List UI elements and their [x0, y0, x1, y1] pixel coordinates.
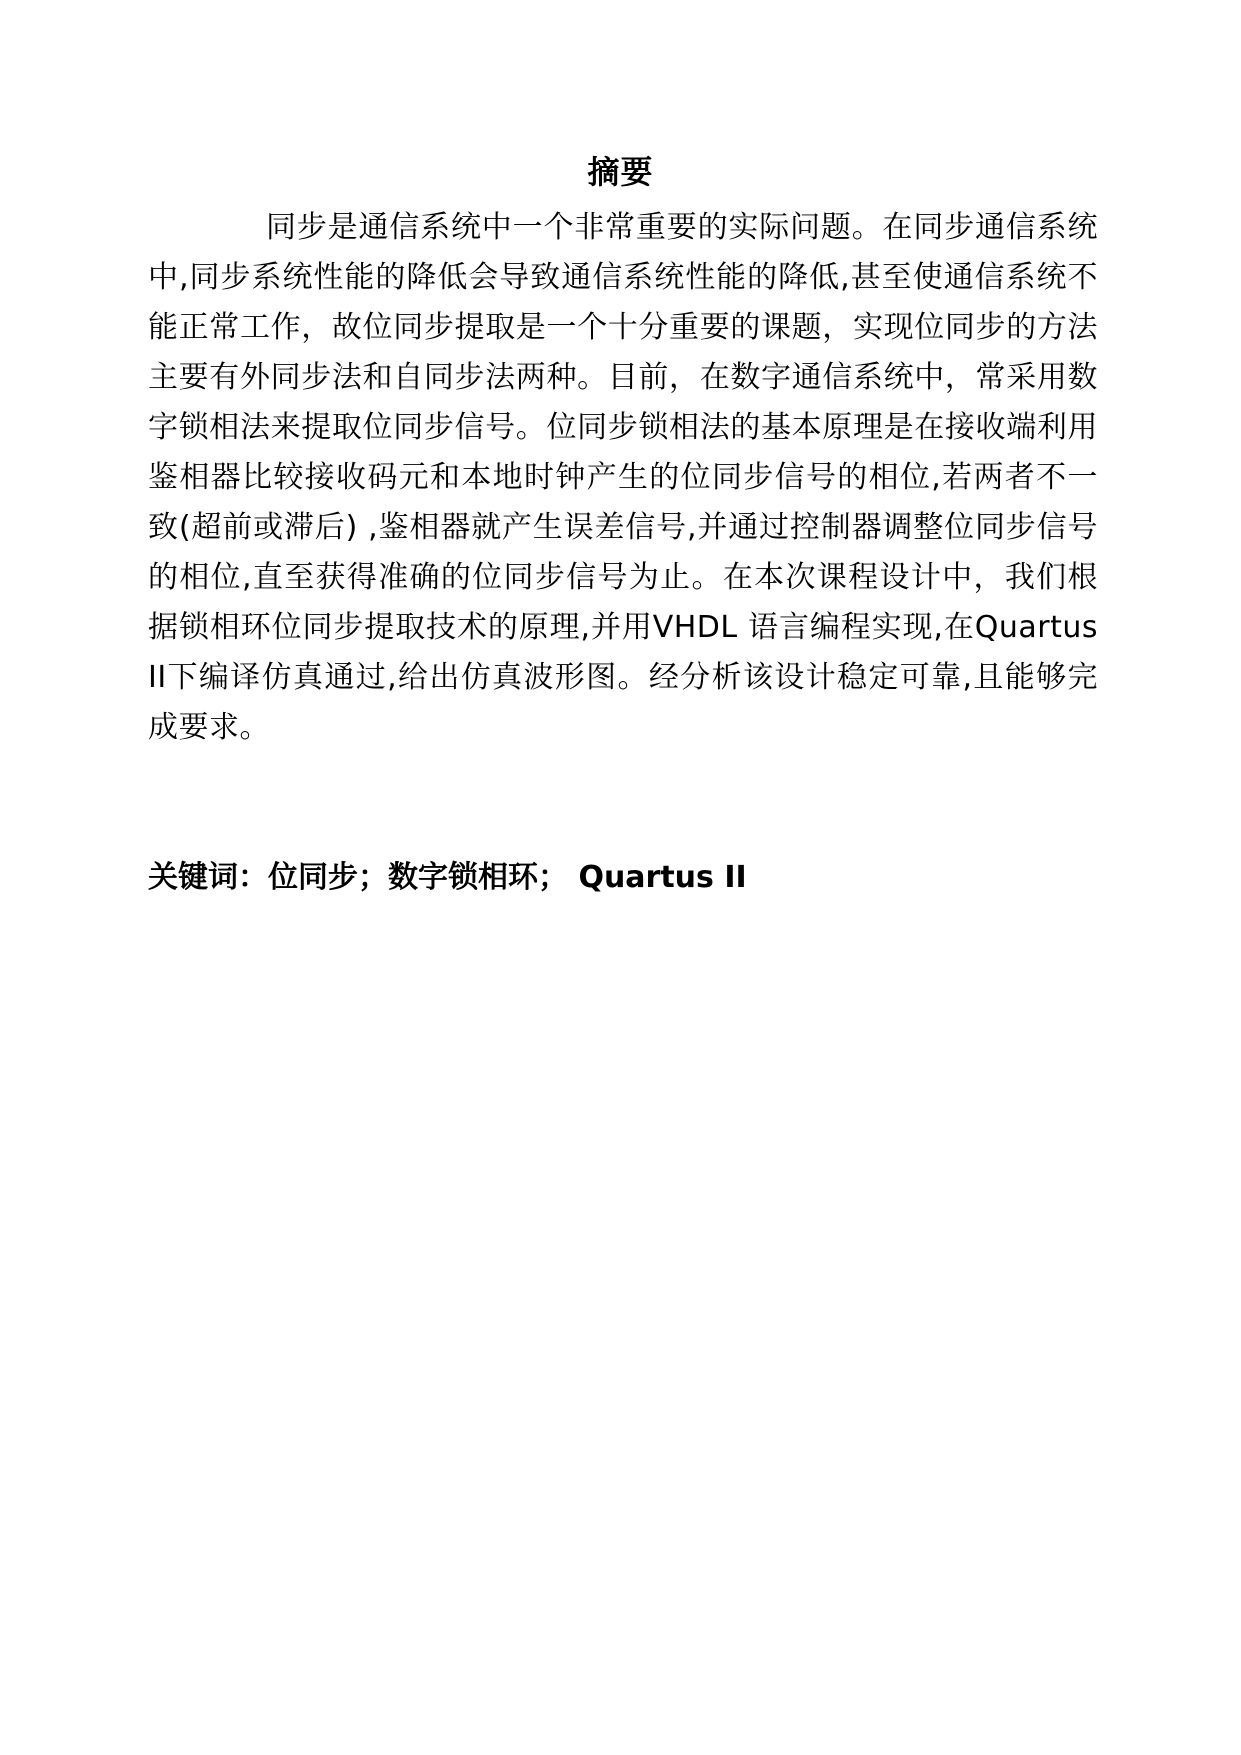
abstract-body: 同步是通信系统中一个非常重要的实际问题。在同步通信系统中,同步系统性能的降低会导致通信系统性能的降低,甚至使通信系统不能正常工作，故位同步提取是一个十分重要的课题，实现位同步的方法主要有外同步法和自同步法两种。目前，在数字通信系统中，常采用数字锁相法来提取位同步信号。位同步锁相法的基本原理是在接收端利用鉴相器比较接收码元和本地时钟产生的位同步信号的相位,若两者不一致(超前或滞后) ,鉴相器就产生误差信号,并通过控制器调整位同步信号的相位,直至获得准确的位同步信号为止。在本次课程设计中，我们根据锁相环位同步提取技术的原理,并用VHDL 语言编程实现,在Quartus II下编译仿真通过,给出仿真波形图。经分析该设计稳定可靠,且能够完成要求。: [148, 210, 1098, 745]
keywords-line: 关键词：位同步；数字锁相环； Quartus II: [148, 860, 747, 895]
abstract-title: 摘要: [587, 153, 654, 191]
